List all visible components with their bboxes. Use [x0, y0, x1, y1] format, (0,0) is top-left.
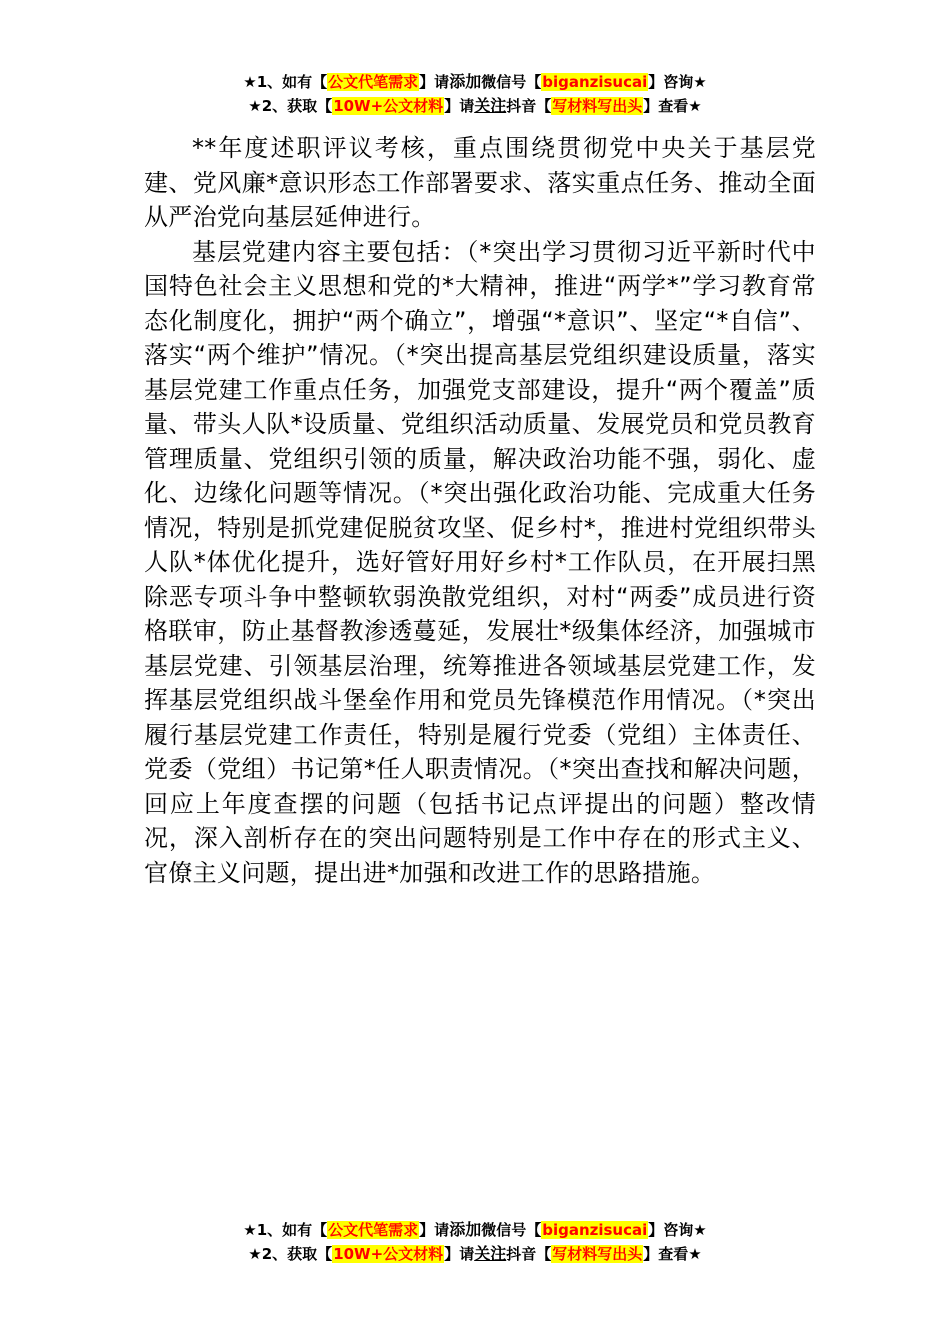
banner-line-1 — [0, 70, 950, 94]
footer-banner — [0, 1218, 950, 1266]
document-body — [144, 131, 816, 890]
highlight-douyin-account: 写材料写出头 — [552, 97, 643, 115]
banner-text: 抖音【 — [506, 97, 552, 115]
banner-text: 】请 — [444, 1245, 475, 1263]
banner-text: 微信号【 — [481, 1221, 542, 1239]
banner-line-1 — [0, 1218, 950, 1242]
banner-emphasis: 关注 — [474, 1244, 507, 1263]
banner-text: 】查看★ — [643, 1245, 702, 1263]
banner-text: 微信号【 — [481, 73, 542, 91]
banner-emphasis: 关注 — [474, 96, 507, 115]
banner-line-2 — [0, 94, 950, 118]
paragraph-intro: **年度述职评议考核，重点围绕贯彻党中央关于基层党建、党风廉*意识形态工作部署要求、落实重点任务、推动全面从严治党向基层延伸进行。 — [144, 134, 816, 231]
highlight-service: 公文代笔需求 — [328, 73, 419, 91]
highlight-douyin-account: 写材料写出头 — [552, 1245, 643, 1263]
paragraph-content: 基层党建内容主要包括：（*突出学习贯彻习近平新时代中国特色社会主义思想和党的*大精神，推进“两学*”学习教育常态化制度化，拥护“两个确立”，增强“*意识”、坚定“*自信”、落实“两个维护”情况。（*突出提高基层党组织建设质量，落实基层党建工作重点任务，加强党支部建设，提升“两个覆盖”质量、带头人队*设质量、党组织活动质量、发展党员和党员教育管理质量、党组织引领的质量，解决政治功能不强，弱化、虚化、边缘化问题等情况。（*突出强化政治功能、完成重大任务情况，特别是抓党建促脱贫攻坚、促乡村*，推进村党组织带头人队*体优化提升，选好管好用好乡村*工作队员，在开展扫黑除恶专项斗争中整顿软弱涣散党组织，对村“两委”成员进行资格联审，防止基督教渗透蔓延，发展壮*级集体经济，加强城市基层党建、引领基层治理，统筹推进各领域基层党建工作，发挥基层党组织战斗堡垒作用和党员先锋模范作用情况。（*突出履行基层党建工作责任，特别是履行党委（党组）主体责任、党委（党组）书记第*任人职责情况。（*突出查找和解决问题，回应上年度查摆的问题（包括书记点评提出的问题）整改情况，深入剖析存在的突出问题特别是工作中存在的形式主义、官僚主义问题，提出进*加强和改进工作的思路措施。 — [144, 237, 816, 887]
banner-text: 】咨询★ — [648, 1221, 707, 1239]
banner-text: 】请 — [444, 97, 475, 115]
banner-text: 】查看★ — [643, 97, 702, 115]
banner-text: ★2、获取【 — [248, 1245, 333, 1263]
banner-emphasis: 添加 — [449, 1220, 482, 1239]
banner-text: ★1、如有【 — [243, 1221, 328, 1239]
banner-text: 】请 — [419, 1221, 450, 1239]
banner-line-2 — [0, 1242, 950, 1266]
banner-text: 抖音【 — [506, 1245, 552, 1263]
banner-text: 】请 — [419, 73, 450, 91]
highlight-wechat-id: biganzisucai — [542, 73, 648, 91]
banner-emphasis: 添加 — [449, 72, 482, 91]
highlight-materials: 10W+公文材料 — [333, 97, 444, 115]
banner-text: ★1、如有【 — [243, 73, 328, 91]
highlight-materials: 10W+公文材料 — [333, 1245, 444, 1263]
highlight-service: 公文代笔需求 — [328, 1221, 419, 1239]
banner-text: 】咨询★ — [648, 73, 707, 91]
header-banner — [0, 70, 950, 118]
banner-text: ★2、获取【 — [248, 97, 333, 115]
highlight-wechat-id: biganzisucai — [542, 1221, 648, 1239]
